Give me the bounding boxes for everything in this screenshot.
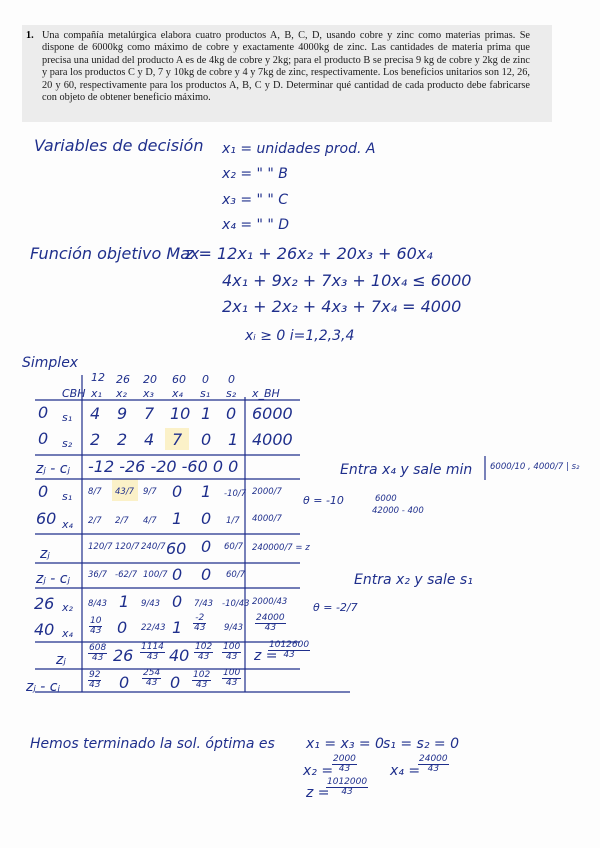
reduced-cost-cell: 0 — [201, 565, 212, 584]
column-header: x₂ — [116, 387, 127, 400]
z-row-label: zⱼ — [40, 546, 50, 562]
cost-header: 0 — [202, 373, 209, 386]
cell: 10 — [170, 404, 191, 423]
cell: 0 — [226, 404, 237, 423]
reduced-cost-fraction: $\frac{100}{43}$ — [223, 668, 241, 688]
ratio-calc-2: 42000 - 400 — [372, 506, 424, 516]
basis-cost: 0 — [38, 482, 49, 501]
cell: 0 — [172, 592, 183, 611]
cell: 4000 — [252, 430, 293, 449]
entering-note-1: Entra x₄ y sale min — [340, 462, 473, 478]
basis-cost: 40 — [34, 620, 55, 639]
conclusion-x4-label: x₄ = — [390, 763, 421, 779]
cell: 4 — [90, 404, 101, 423]
theta-note-2: θ = -2/7 — [313, 601, 358, 614]
cell: 1 — [228, 430, 239, 449]
z-cell: 120/7 — [115, 542, 140, 552]
reduced-cost-cell: 0 — [119, 673, 130, 692]
cell-fraction: $\frac{10}{43}$ — [90, 616, 102, 636]
reduced-cost-fraction: $\frac{102}{43}$ — [193, 670, 211, 690]
reduced-cost-cell: 0 — [172, 565, 183, 584]
cell: 1 — [172, 618, 183, 637]
column-header: x₄ — [172, 387, 183, 400]
cell: 4/7 — [143, 516, 157, 526]
cell: 9/43 — [224, 623, 244, 633]
cost-header: 20 — [143, 373, 157, 386]
variable-x1: x₁ = unidades prod. A — [222, 141, 376, 157]
cell: 1 — [201, 482, 212, 501]
cell: 8/43 — [88, 599, 108, 609]
cost-header: 26 — [116, 373, 130, 386]
ratio-calc-1: 6000 — [375, 494, 397, 504]
column-header: s₁ — [200, 387, 211, 400]
z-cell: 60/7 — [224, 542, 244, 552]
cell: 9/43 — [141, 599, 161, 609]
conclusion-z-value: $\frac{1012000}{43}$ — [327, 777, 368, 797]
reduced-cost-fraction: $\frac{254}{43}$ — [143, 668, 161, 688]
cell: 7 — [172, 430, 183, 449]
z-cell: 0 — [201, 537, 212, 556]
z-fraction: $\frac{102}{43}$ — [195, 642, 213, 662]
reduced-cost-label: zⱼ - cⱼ — [36, 571, 70, 587]
column-header: x_BH — [252, 387, 280, 400]
cell: -10/43 — [222, 599, 250, 609]
variable-x3: x₃ = " " C — [222, 192, 289, 208]
z-equals: z = — [254, 648, 278, 664]
z-cell: 240/7 — [141, 542, 166, 552]
column-header: x₃ — [143, 387, 154, 400]
reduced-cost-row: -12 -26 -20 -60 0 0 — [88, 457, 239, 476]
cell: 22/43 — [141, 623, 166, 633]
cell: 43/7 — [115, 487, 135, 497]
z-cell: 40 — [169, 646, 190, 665]
cell: 8/7 — [88, 487, 102, 497]
conclusion-x2-value: $\frac{2000}{43}$ — [333, 754, 356, 774]
simplex-heading: Simplex — [22, 355, 79, 371]
cost-header: 12 — [91, 371, 105, 384]
cell: 1 — [172, 509, 183, 528]
basis-var: x₂ — [62, 601, 73, 614]
cell: 2/7 — [115, 516, 129, 526]
conclusion-x2-label: x₂ = — [303, 763, 334, 779]
conclusion-x4-value: $\frac{24000}{43}$ — [419, 754, 448, 774]
basis-var: x₄ — [62, 518, 73, 531]
z-cell: 60 — [166, 539, 187, 558]
z-value: 240000/7 = z — [252, 543, 310, 553]
cell: -10/7 — [224, 489, 247, 499]
entering-note-2: Entra x₂ y sale s₁ — [354, 572, 473, 588]
cell: 6000 — [252, 404, 293, 423]
cell-fraction: $\frac{24000}{43}$ — [256, 613, 285, 633]
cell: 7/43 — [194, 599, 214, 609]
z-fraction: $\frac{100}{43}$ — [223, 642, 241, 662]
conclusion-z-label: z = — [306, 785, 330, 801]
cell: 2/7 — [88, 516, 102, 526]
basis-var: s₁ — [62, 490, 73, 503]
cell: 4 — [144, 430, 155, 449]
z-cell: 120/7 — [88, 542, 113, 552]
reduced-cost-cell: 36/7 — [88, 570, 108, 580]
cell: 2 — [117, 430, 128, 449]
constraint-copper: 4x₁ + 9x₂ + 7x₃ + 10x₄ ≤ 6000 — [222, 271, 472, 290]
cell: 7 — [144, 404, 155, 423]
theta-note-1: θ = -10 — [303, 494, 344, 507]
objective-heading: Función objetivo Max — [30, 244, 200, 263]
cell: 9/7 — [143, 487, 157, 497]
column-header: CBH — [62, 387, 86, 400]
column-header: s₂ — [226, 387, 237, 400]
decision-variables-heading: Variables de decisión — [34, 136, 204, 155]
reduced-cost-cell: -62/7 — [115, 570, 138, 580]
column-header: x₁ — [91, 387, 102, 400]
reduced-cost-cell: 0 — [170, 673, 181, 692]
basis-cost: 0 — [38, 403, 49, 422]
constraint-zinc: 2x₁ + 2x₂ + 4x₃ + 7x₄ = 4000 — [222, 297, 462, 316]
z-cell: 26 — [113, 646, 134, 665]
basis-var: s₂ — [62, 437, 73, 450]
cell: 0 — [117, 618, 128, 637]
conclusion-text: Hemos terminado la sol. óptima es — [30, 736, 275, 752]
basis-cost: 0 — [38, 429, 49, 448]
z-value-fraction: $\frac{1012600}{43}$ — [269, 640, 310, 660]
basis-var: x₄ — [62, 627, 73, 640]
z-fraction: $\frac{1114}{43}$ — [141, 642, 164, 662]
objective-function: z = 12x₁ + 26x₂ + 20x₃ + 60x₄ — [185, 244, 433, 263]
nonnegativity: xᵢ ≥ 0 i=1,2,3,4 — [245, 328, 355, 344]
variable-x4: x₄ = " " D — [222, 217, 290, 233]
cell: 9 — [117, 404, 128, 423]
cell-fraction: $\frac{-2}{43}$ — [194, 613, 206, 633]
conclusion-slacks: s₁ = s₂ = 0 — [383, 736, 459, 752]
reduced-cost-label: zⱼ - cⱼ — [26, 679, 60, 695]
cost-header: 60 — [172, 373, 186, 386]
cell: 0 — [201, 509, 212, 528]
basis-var: s₁ — [62, 411, 73, 424]
reduced-cost-label: zⱼ - cⱼ — [36, 461, 70, 477]
reduced-cost-cell: 100/7 — [143, 570, 168, 580]
cost-header: 0 — [228, 373, 235, 386]
variable-x2: x₂ = " " B — [222, 166, 288, 182]
reduced-cost-fraction: $\frac{92}{43}$ — [89, 670, 101, 690]
cell: 0 — [172, 482, 183, 501]
cell: 2000/43 — [252, 597, 288, 607]
z-fraction: $\frac{608}{43}$ — [89, 643, 107, 663]
problem-statement-text: Una compañía metalúrgica elabora cuatro productos A, B, C, D, usando cobre y zinc como materias primas. Se dispone de 6000kg como máximo de cobre y exactamente 4000kg de zinc. Las cantidades de materia prima que precisa una unidad del producto A es de 4kg de cobre y 2kg; para el producto B se precisa 9 kg de cobre y 2kg de zinc y para los productos C y D, 7 y 10kg de cobre y 4 y 7kg de zinc, respectivamente. Los beneficios unitarios son 12, 26, 20 y 60, respectivamente para los productos A, B, C y D. Determinar qué cantidad de cada producto debe fabricarse con objeto de obtener beneficio máximo. — [42, 30, 530, 104]
cell: 0 — [201, 430, 212, 449]
basis-cost: 26 — [34, 594, 55, 613]
cell: 1 — [201, 404, 212, 423]
problem-number: 1. — [26, 30, 34, 41]
ratio-test-1: 6000/10 , 4000/7 | s₂ — [490, 462, 580, 472]
z-row-label: zⱼ — [56, 652, 66, 668]
cell: 4000/7 — [252, 514, 282, 524]
cell: 1 — [119, 592, 130, 611]
cell: 2 — [90, 430, 101, 449]
cell: 2000/7 — [252, 487, 282, 497]
reduced-cost-cell: 60/7 — [226, 570, 246, 580]
conclusion-zero-vars: x₁ = x₃ = 0 — [306, 736, 384, 752]
basis-cost: 60 — [36, 509, 57, 528]
cell: 1/7 — [226, 516, 240, 526]
